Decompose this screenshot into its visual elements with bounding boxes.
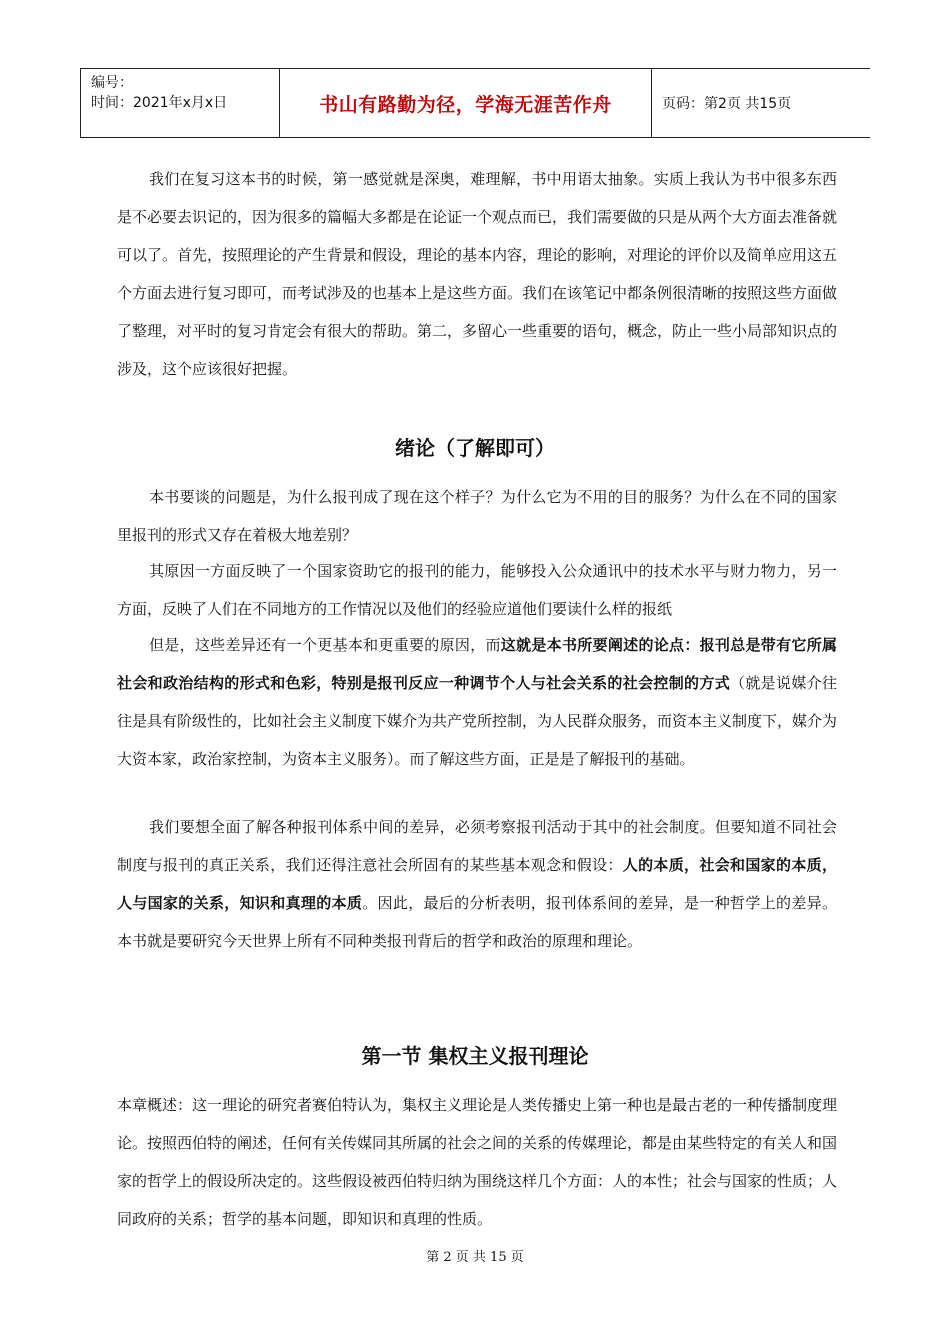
page-header (80, 68, 870, 138)
header-motto-cell (280, 69, 652, 137)
section-title-authoritarian: 第一节 集权主义报刊理论 (361, 1044, 589, 1068)
intro-thesis-paragraph (117, 626, 837, 778)
intro-philosophy-paragraph (117, 808, 837, 960)
header-meta-cell (80, 69, 280, 137)
intro-paragraph: 我们在复习这本书的时候，第一感觉就是深奥，难理解，书中用语太抽象。实质上我认为书中很多东西是不必要去识记的，因为很多的篇幅大多都是在论证一个观点而已，我们需要做的只是从两个大方面去准备就可以了。首先，按照理论的产生背景和假设，理论的基本内容，理论的影响，对理论的评价以及简单应用这五个方面去进行复习即可，而考试涉及的也基本上是这些方面。我们在该笔记中都条例很清晰的按照这些方面做了整理，对平时的复习肯定会有很大的帮助。第二，多留心一些重要的语句，概念，防止一些小局部知识点的涉及，这个应该很好把握。 (117, 170, 838, 378)
header-page-info: 页码：第2页 共15页 (662, 96, 792, 112)
philosophy-tail-text: 。因此，最后的分析表明，报刊体系间的差异，是一种哲学上的差异。本书就是要研究今天世界上所有不同种类报刊背后的哲学和政治的原理和理论。 (117, 894, 837, 950)
thesis-lead-text: 但是，这些差异还有一个更基本和更重要的原因，而 (149, 636, 501, 654)
intro-reason-paragraph: 其原因一方面反映了一个国家资助它的报刊的能力，能够投入公众通讯中的技术水平与财力物力，另一方面，反映了人们在不同地方的工作情况以及他们的经验应道他们要读什么样的报纸 (117, 562, 837, 618)
intro-question-paragraph: 本书要谈的问题是，为什么报刊成了现在这个样子？为什么它为不用的目的服务？为什么在不同的国家里报刊的形式又存在着极大地差别？ (117, 488, 837, 544)
thesis-bold-text: 这就是本书所要阐述的论点：报刊总是带有它所属社会和政治结构的形式和色彩，特别是报刊反应一种调节个人与社会关系的社会控制的方式 (117, 636, 837, 692)
philosophy-bold-text: 人的本质，社会和国家的本质，人与国家的关系，知识和真理的本质 (117, 856, 837, 912)
thesis-tail-text: （就是说媒介往往是具有阶级性的，比如社会主义制度下媒介为共产党所控制，为人民群众服务，而资本主义制度下，媒介为大资本家，政治家控制，为资本主义服务）。而了解这些方面，正是是了解报刊的基础。 (117, 674, 838, 768)
page-footer: 第 2 页 共 15 页 (426, 1250, 524, 1265)
document-number: 编号： (91, 75, 133, 91)
section-title-introduction: 绪论（了解即可） (395, 436, 555, 460)
header-motto: 书山有路勤为径，学海无涯苦作舟 (319, 93, 612, 116)
chapter-overview-paragraph: 本章概述：这一理论的研究者赛伯特认为，集权主义理论是人类传播史上第一种也是最古老的一种传播制度理论。按照西伯特的阐述，任何有关传媒同其所属的社会之间的关系的传媒理论，都是由某些特定的有关人和国家的哲学上的假设所决定的。这些假设被西伯特归纳为围绕这样几个方面：人的本性；社会与国家的性质；人同政府的关系；哲学的基本问题，即知识和真理的性质。 (117, 1096, 838, 1228)
header-page-cell (652, 69, 870, 137)
document-date: 时间：2021年x月x日 (91, 95, 228, 111)
philosophy-lead-text: 我们要想全面了解各种报刊体系中间的差异，必须考察报刊活动于其中的社会制度。但要知道不同社会制度与报刊的真正关系，我们还得注意社会所固有的某些基本观念和假设： (117, 818, 837, 874)
